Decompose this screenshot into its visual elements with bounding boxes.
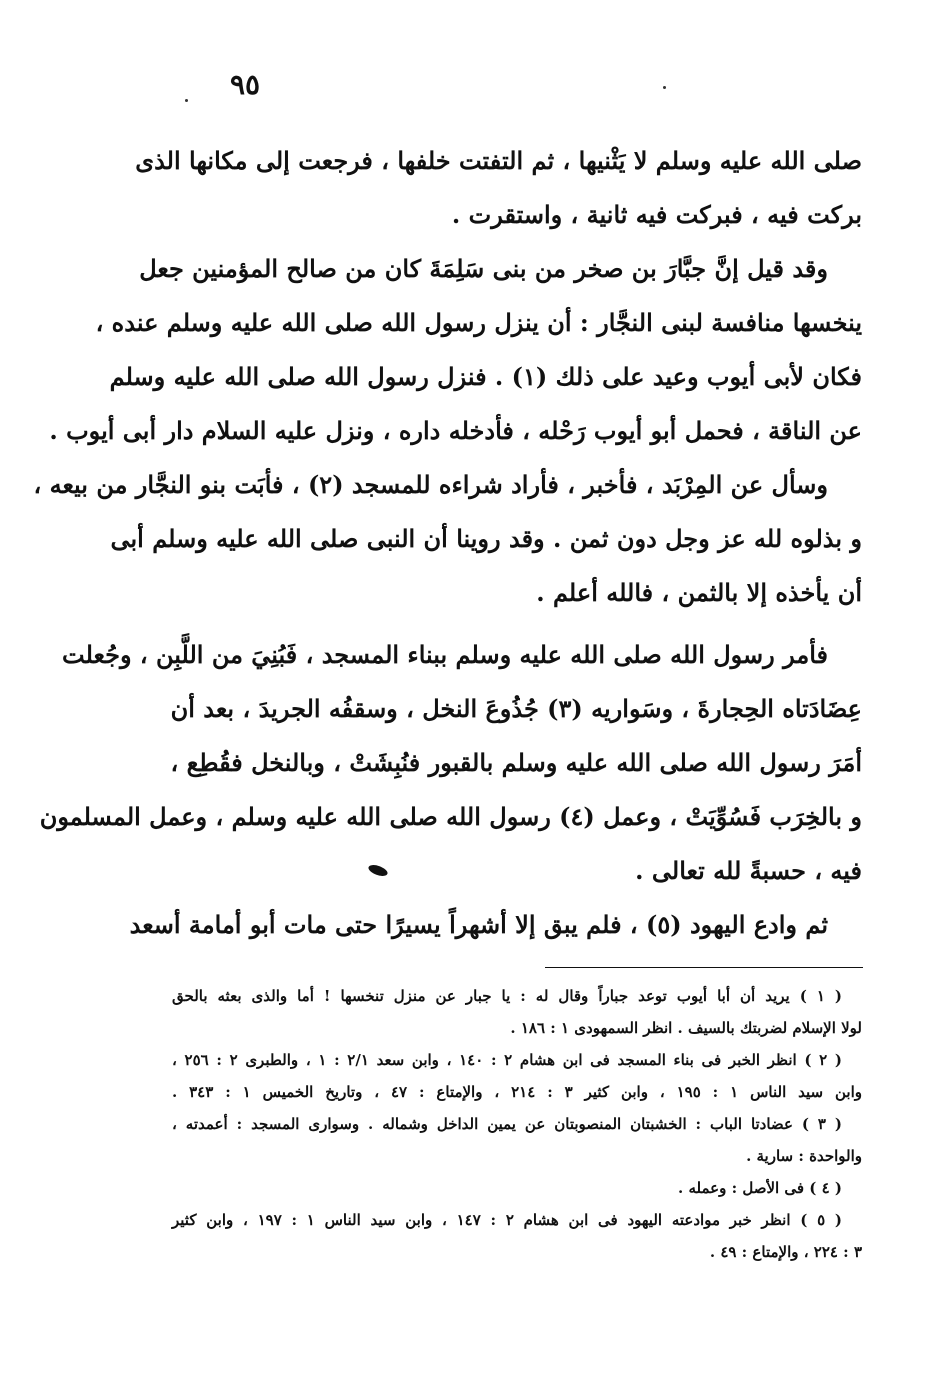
text-line: صلى الله عليه وسلم لا يَثْنيها ، ثم التفتت خلفها ، فرجعت إلى مكانها الذى — [135, 146, 862, 175]
footnote-line: وابن سيد الناس ١ : ١٩٥ ، وابن كثير ٣ : ٢١٤ ، والإمتاع : ٤٧ ، وتاريخ الخميس ١ : ٣٤٣ . — [172, 1083, 862, 1101]
text-line: أن يأخذه إلا بالثمن ، فالله أعلم . — [536, 578, 862, 607]
text-line: وسأل عن المِرْبَد ، فأخبر ، فأراد شراءه للمسجد (٢) ، فأبَت بنو النجَّار من بيعه ، — [33, 470, 828, 499]
footnote-line: ( ١ ) يريد أن أبا أيوب توعد جباراً وقال له : يا جبار عن منزل تنخسها ! أما والذى بعثه بالحق — [172, 987, 842, 1005]
text-line: بركت فيه ، فبركت فيه ثانية ، واستقرت . — [451, 200, 862, 229]
text-line: و بالخِرَب فَسُوِّيَتْ ، وعمل (٤) رسول الله صلى الله عليه وسلم ، وعمل المسلمون — [39, 802, 862, 831]
text-line: عِضَادَتاه الحِجارةَ ، وسَواريه (٣) جُذُوعَ النخل ، وسقفُه الجريدَ ، بعد أن — [170, 694, 862, 723]
text-line: فيه ، حسبةً لله تعالى . — [635, 856, 862, 885]
text-line: فأمر رسول الله صلى الله عليه وسلم ببناء المسجد ، فَبُنِيَ من اللَّبِن ، وجُعلت — [62, 640, 828, 669]
footnotes — [172, 980, 862, 1268]
main-text — [33, 134, 862, 952]
scan-speck — [663, 86, 666, 89]
page-number: ٩٥ — [229, 68, 261, 101]
text-line: و بذلوه لله عز وجل دون ثمن . وقد روينا أن النبى صلى الله عليه وسلم أبى — [110, 524, 862, 553]
footnote-line: والواحدة : سارية . — [746, 1147, 862, 1165]
footnote-line: ( ٤ ) فى الأصل : وعمله . — [678, 1179, 842, 1197]
text-line: وقد قيل إنَّ جبَّارَ بن صخر من بنى سَلِمَةَ كان من صالح المؤمنين جعل — [139, 254, 828, 283]
footnote-line: ٣ : ٢٢٤ ، والإمتاع : ٤٩ . — [709, 1243, 862, 1261]
footnote-line: ( ٣ ) عضادتا الباب : الخشبتان المنصوبتان عن يمين الداخل وشماله . وسوارى المسجد : أعمدته ، — [172, 1115, 842, 1133]
footnote-line: ( ٥ ) انظر خبر موادعته اليهود فى ابن هشام ٢ : ١٤٧ ، وابن سيد الناس ١ : ١٩٧ ، وابن كثير — [172, 1211, 843, 1229]
footnote-line: ( ٢ ) انظر الخبر فى بناء المسجد فى ابن هشام ٢ : ١٤٠ ، وابن سعد ٢/١ : ١ ، والطبرى ٢ : ٢٥٦ ، — [172, 1051, 842, 1069]
text-line: فكان لأبى أيوب وعيد على ذلك (١) . فنزل رسول الله صلى الله عليه وسلم — [109, 362, 862, 391]
text-line: ثم وادع اليهود (٥) ، فلم يبق إلا أشهراً يسيرًا حتى مات أبو أمامة أسعد — [129, 910, 828, 939]
footnote-line: لولا الإسلام لضربتك بالسيف . انظر السمهودى ١ : ١٨٦ . — [510, 1019, 862, 1037]
text-line: ينخسها منافسة لبنى النجَّار : أن ينزل رسول الله صلى الله عليه وسلم عنده ، — [95, 308, 862, 337]
footnote-separator — [545, 967, 863, 968]
text-line: أمَرَ رسول الله صلى الله عليه وسلم بالقبور فنُبِشَتْ ، وبالنخل فقُطِع ، — [170, 748, 862, 777]
text-line: عن الناقة ، فحمل أبو أيوب رَحْله ، فأدخله داره ، ونزل عليه السلام دار أبى أيوب . — [49, 416, 862, 445]
scan-speck — [185, 99, 188, 102]
